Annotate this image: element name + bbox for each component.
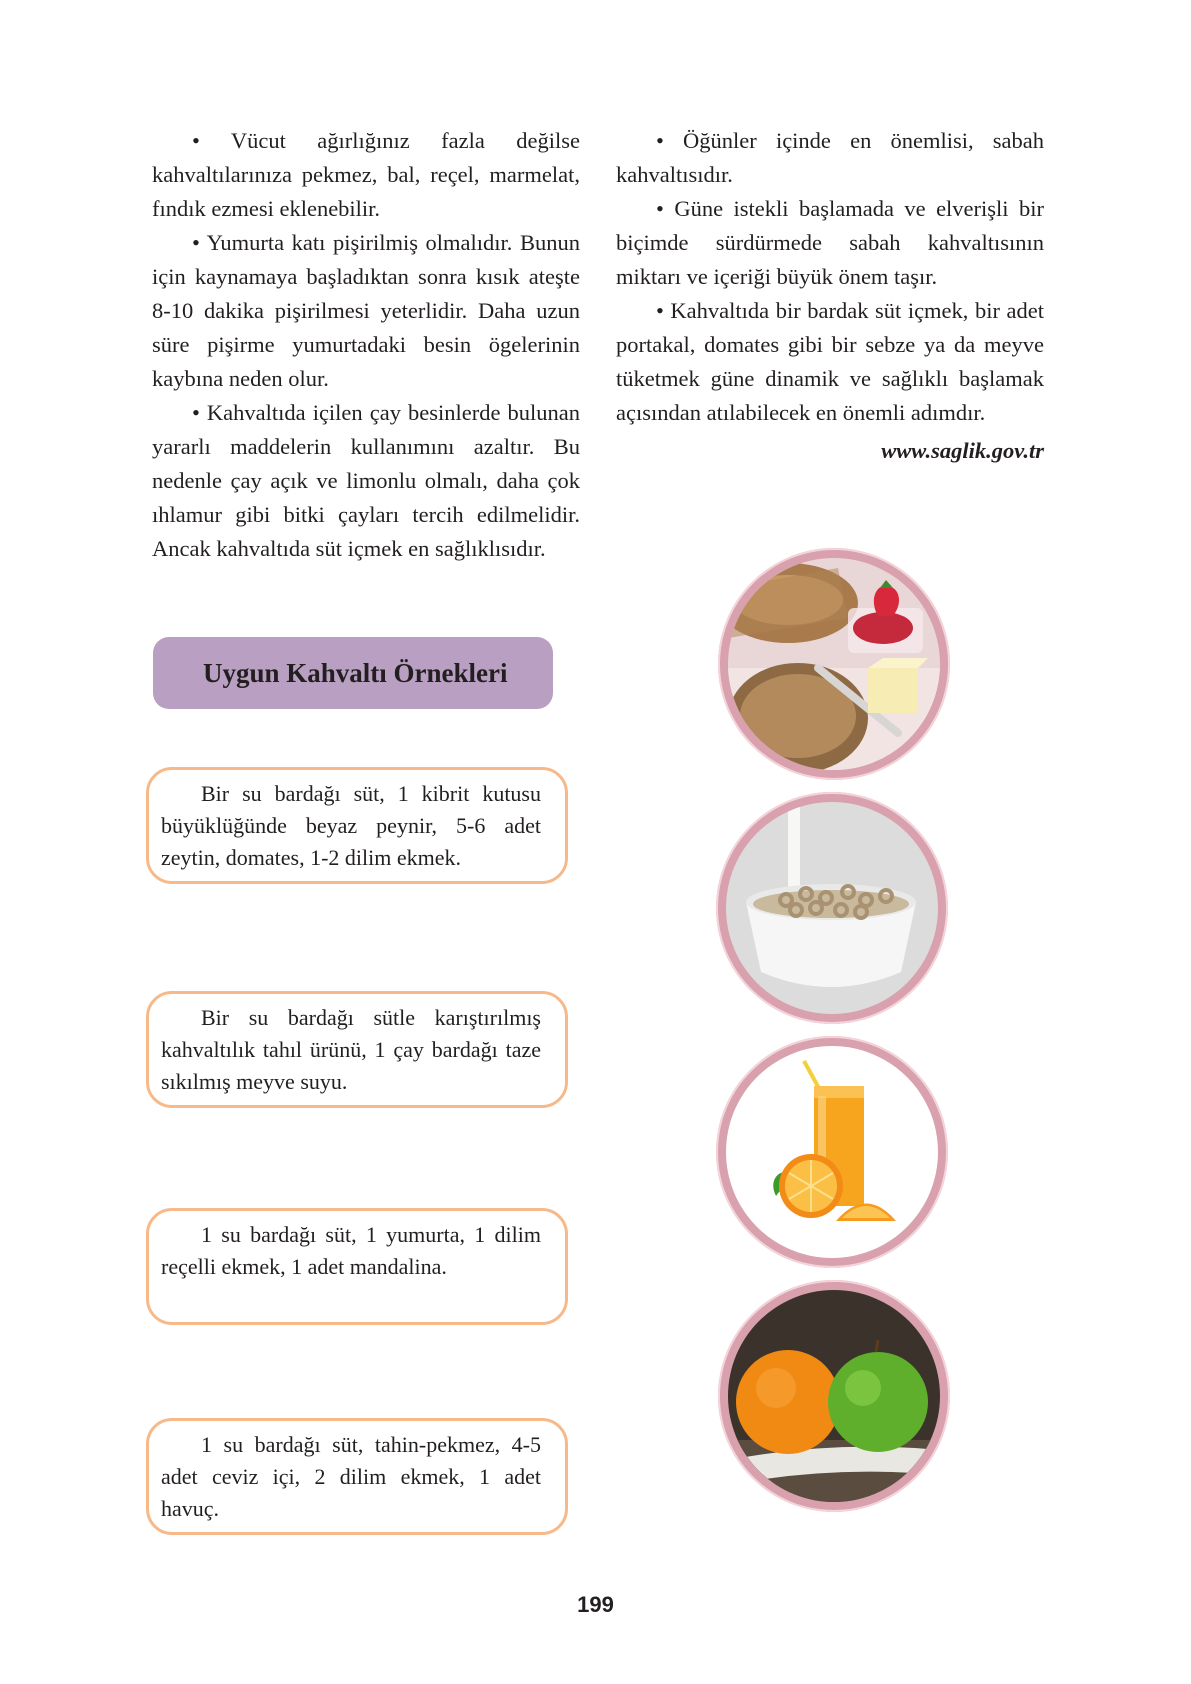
breakfast-example-text: 1 su bardağı süt, 1 yumurta, 1 dilim reçelli ekmek, 1 adet mandalina. [161, 1222, 541, 1279]
paragraph: • Kahvaltıda bir bardak süt içmek, bir adet portakal, domates gibi bir sebze ya da meyve tüketmek güne dinamik ve sağlıklı başlamak açısından atılabilecek en önemli adımdır. [616, 298, 1044, 425]
breakfast-example-box [146, 991, 568, 1108]
paragraph: • Öğünler içinde en önemlisi, sabah kahvaltısıdır. [616, 128, 1044, 187]
orange-juice-photo [716, 1036, 948, 1268]
breakfast-example-text: Bir su bardağı sütle karıştırılmış kahvaltılık tahıl ürünü, 1 çay bardağı taze sıkılmış meyve suyu. [161, 1005, 541, 1094]
page-number: 199 [577, 1592, 614, 1617]
paragraph: • Vücut ağırlığınız fazla değilse kahvaltılarınıza pekmez, bal, reçel, marmelat, fındık ezmesi eklenebilir. [152, 128, 580, 221]
breakfast-example-box [146, 1418, 568, 1535]
breakfast-example-text: Bir su bardağı süt, 1 kibrit kutusu büyüklüğünde beyaz peynir, 5-6 adet zeytin, domates, 1-2 dilim ekmek. [161, 781, 541, 870]
paragraph: • Güne istekli başlamada ve elverişli bir biçimde sürdürmede sabah kahvaltısının miktarı ve içeriği büyük önem taşır. [616, 196, 1044, 289]
breakfast-example-box [146, 1208, 568, 1325]
left-text-column [152, 124, 580, 566]
breakfast-example-text: 1 su bardağı süt, tahin-pekmez, 4-5 adet ceviz içi, 2 dilim ekmek, 1 adet havuç. [161, 1432, 541, 1521]
orange-apple-photo [718, 1280, 950, 1512]
paragraph: • Yumurta katı pişirilmiş olmalıdır. Bunun için kaynamaya başladıktan sonra kısık ateşte 8-10 dakika pişirilmesi yeterlidir. Daha uzun süre pişirme yumurtadaki besin ögelerinin kaybına neden olur. [152, 230, 580, 391]
section-title: Uygun Kahvaltı Örnekleri [153, 637, 553, 709]
bread-jam-butter-photo [718, 548, 950, 780]
right-text-column [616, 124, 1044, 468]
breakfast-example-box [146, 767, 568, 884]
source-citation: www.saglik.gov.tr [881, 438, 1044, 463]
paragraph: • Kahvaltıda içilen çay besinlerde bulunan yararlı maddelerin kullanımını azaltır. Bu nedenle çay açık ve limonlu olmalı, daha çok ıhlamur gibi bitki çayları tercih edilmelidir. Ancak kahvaltıda süt içmek en sağlıklısıdır. [152, 400, 580, 561]
cereal-milk-photo [716, 792, 948, 1024]
